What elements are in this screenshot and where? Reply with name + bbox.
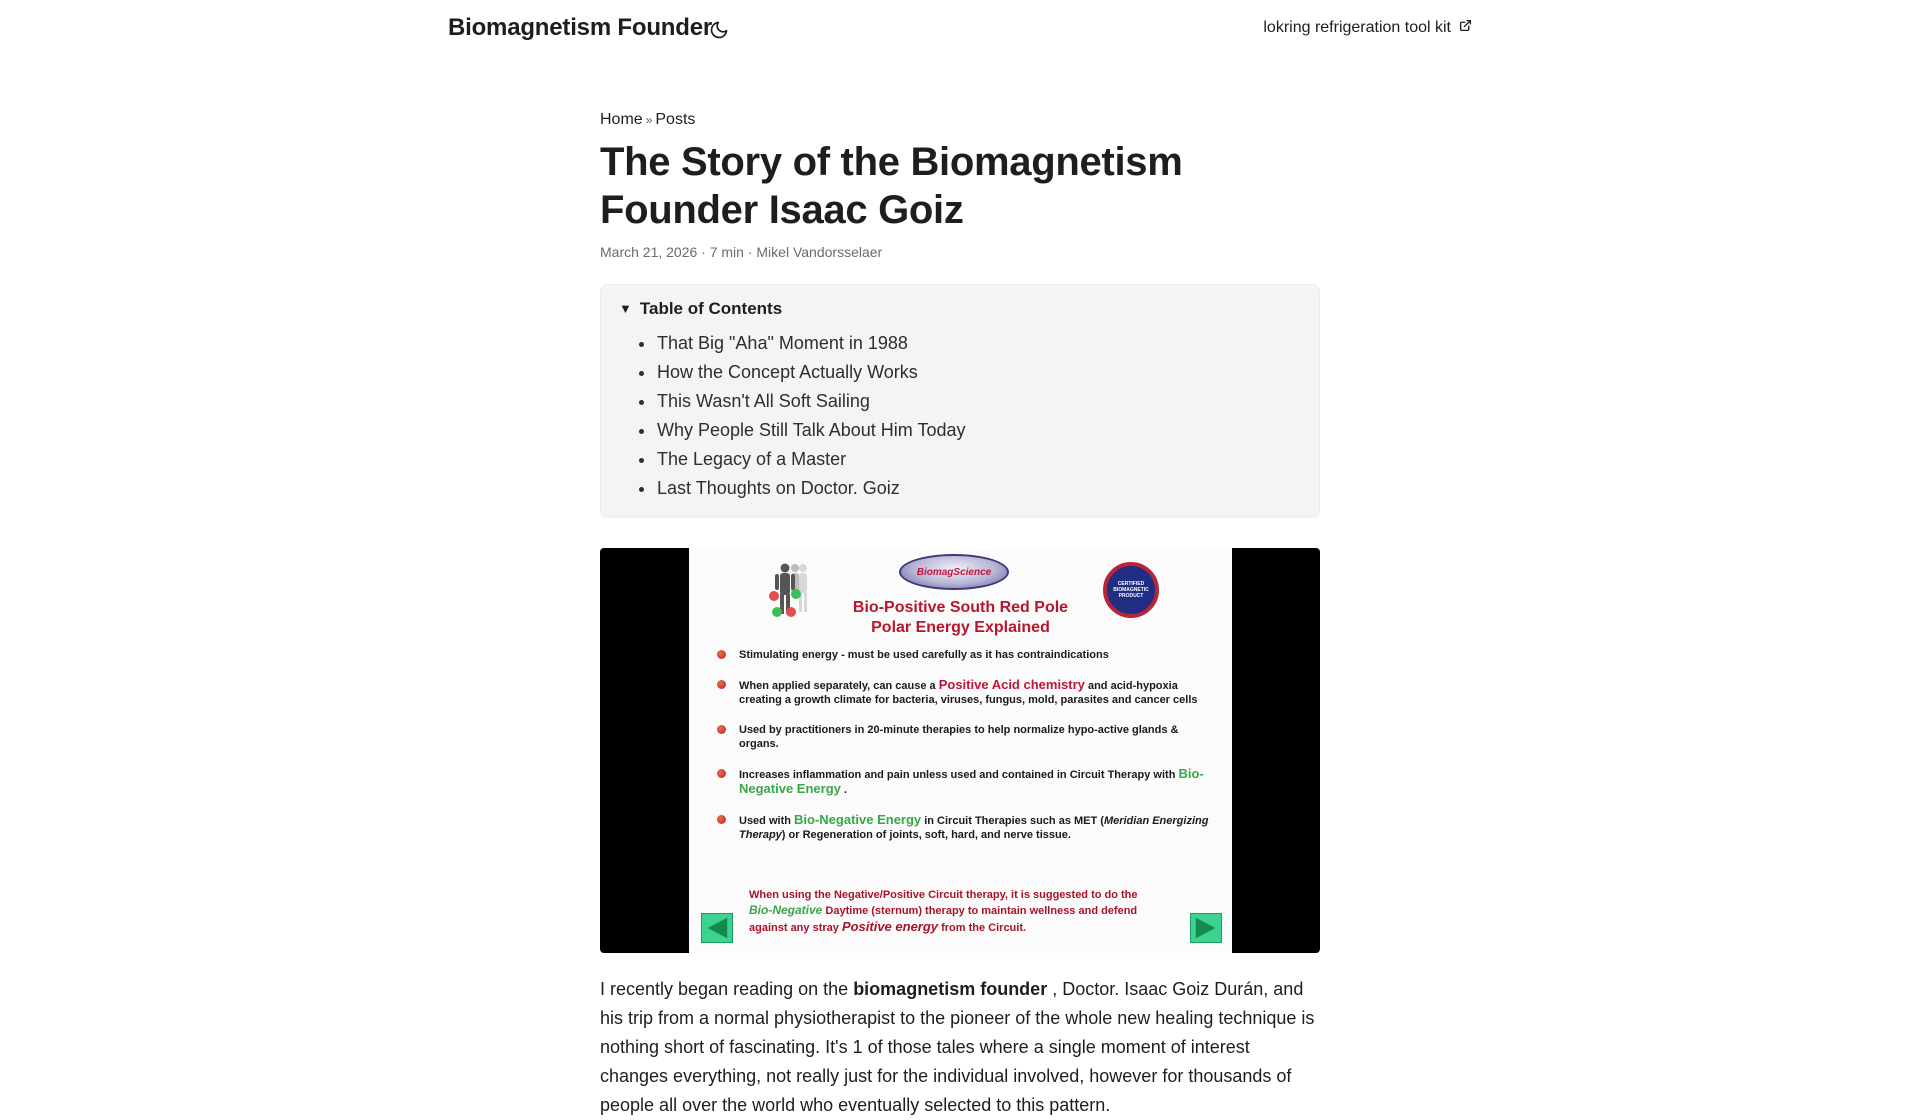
slide-bullets — [713, 648, 1213, 858]
toc-item — [639, 358, 1301, 387]
toc-toggle[interactable] — [619, 297, 1301, 321]
toc-link-why-people[interactable]: Why People Still Talk About Him Today — [657, 420, 966, 440]
article-paragraph: I recently began reading on the biomagnetism founder , Doctor. Isaac Goiz Durán, and his trip from a normal physiotherapist to the pioneer of the whole new healing technique is nothing short of fascinating. It's 1 of those tales where a single moment of interest changes everything, not really just for the individual involved, however for thousands of people all over the world who eventually selected to this pattern. — [600, 979, 1315, 1115]
toc-item — [639, 416, 1301, 445]
breadcrumb — [600, 108, 1320, 132]
toc-link-legacy[interactable]: The Legacy of a Master — [657, 449, 847, 469]
nav-link-label: lokring refrigeration tool kit — [1263, 19, 1451, 36]
arrow-right-icon — [1190, 913, 1222, 943]
page-title: The Story of the Biomagnetism Founder Isaac Goiz — [600, 140, 1183, 232]
triangle-down-icon: ▼ — [619, 301, 632, 316]
breadcrumb-home[interactable]: Home — [600, 111, 643, 128]
certified-seal-icon: CERTIFIED BIOMAGNETIC PRODUCT — [1103, 562, 1159, 618]
slide-bullet: Used with Bio-Negative Energy in Circuit Therapies such as MET (Meridian Energizing Therapy) or Regeneration of joints, soft, hard, and nerve tissue. — [713, 813, 1213, 842]
breadcrumb-posts[interactable]: Posts — [655, 111, 696, 128]
breadcrumb-separator: » — [645, 113, 653, 127]
toc-link-concept[interactable]: How the Concept Actually Works — [657, 362, 918, 382]
site-logo[interactable]: Biomagnetism Founder — [448, 14, 713, 41]
arrow-left-icon — [701, 913, 733, 943]
toc-item — [639, 445, 1301, 474]
toc-item — [639, 474, 1301, 503]
post-main — [600, 108, 1320, 1120]
slide-heading: Bio-Positive South Red Pole Polar Energy Explained — [852, 599, 1069, 636]
toc-item — [639, 387, 1301, 416]
keyword-bold: biomagnetism founder — [853, 979, 1048, 999]
external-link-icon — [1459, 19, 1472, 37]
toc-list — [619, 329, 1301, 503]
slide-image — [689, 548, 1232, 953]
table-of-contents — [600, 284, 1320, 518]
toc-link-last-thoughts[interactable]: Last Thoughts on Doctor. Goiz — [657, 478, 900, 498]
biomagscience-logo: BiomagScience — [899, 554, 1009, 590]
slide-bullet: Increases inflammation and pain unless used and contained in Circuit Therapy with Bio-Negative Energy . — [713, 767, 1213, 797]
nav-link-lokring[interactable] — [1263, 19, 1472, 37]
slide-bullet: Stimulating energy - must be used carefully as it has contraindications — [713, 648, 1213, 662]
toc-link-aha-moment[interactable]: That Big "Aha" Moment in 1988 — [657, 333, 908, 353]
toc-summary-label: Table of Contents — [639, 299, 783, 318]
slide-bullet: When applied separately, can cause a Positive Acid chemistry and acid-hypoxia creating a growth climate for bacteria, viruses, fungus, mold, parasites and cancer cells — [713, 678, 1213, 707]
slide-note: When using the Negative/Positive Circuit therapy, it is suggested to do the Bio-Negative Daytime (sternum) therapy to maintain wellness and defend against any stray Positive energy from the Circuit. — [749, 889, 1138, 934]
post-image — [600, 548, 1320, 953]
post-meta: March 21, 2026 · 7 min · Mikel Vandorsselaer — [600, 244, 883, 260]
toc-link-soft-sailing[interactable]: This Wasn't All Soft Sailing — [657, 391, 870, 411]
slide-bullet: Used by practitioners in 20-minute therapies to help normalize hypo-active glands & organs. — [713, 723, 1213, 751]
moon-icon[interactable] — [709, 20, 729, 40]
site-header — [0, 0, 1920, 60]
toc-item — [639, 329, 1301, 358]
